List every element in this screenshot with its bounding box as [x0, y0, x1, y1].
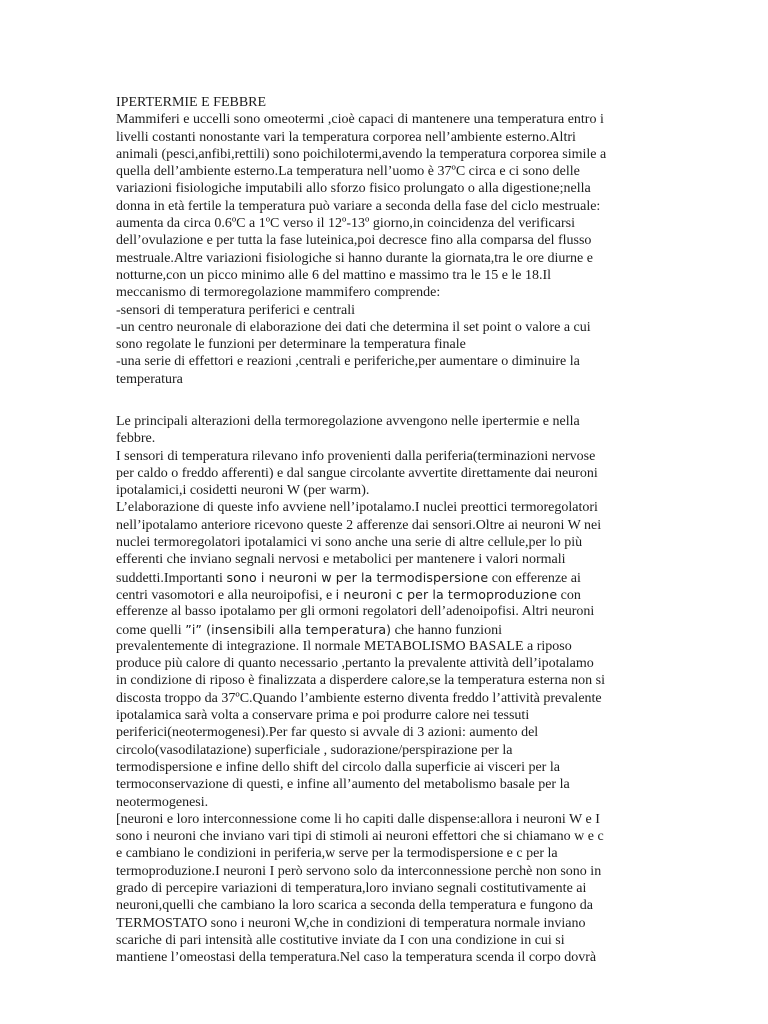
paragraph-line: febbre.: [116, 431, 156, 447]
list-item-line: -una serie di effettori e reazioni ,centrali e periferiche,per aumentare o diminuire la: [116, 354, 580, 370]
list-item-line: temperatura: [116, 371, 183, 387]
text-run: come quelli: [116, 622, 186, 638]
paragraph-line: Le principali alterazioni della termoregolazione avvengono nelle ipertermie e nella: [116, 414, 580, 429]
paragraph-line: e cambiano le condizioni in periferia,w serve per la termodispersione e c per la: [116, 846, 558, 862]
paragraph-line: variazioni fisiologiche imputabili allo sforzo fisico prolungato o alla digestione;nella: [116, 181, 591, 197]
paragraph-line: neuroni,quelli che cambiano la loro scarica a seconda della temperatura e fungono da: [116, 898, 593, 914]
section-alterations: [116, 413, 656, 967]
paragraph-line: [neuroni e loro interconnessione come li ho capiti dalle dispense:allora i neuroni W e I: [116, 811, 600, 827]
highlighted-phrase: ”i” (insensibili alla temperatura): [185, 621, 392, 637]
paragraph-line: I sensori di temperatura rilevano info provenienti dalla periferia(terminazioni nervose: [116, 448, 596, 464]
paragraph-line: grado di percepire variazioni di temperatura,loro inviano segnali costitutivamente ai: [116, 881, 587, 897]
paragraph-line: per caldo o freddo afferenti) e dal sangue circolante avvertite direttamente dai neuroni: [116, 465, 598, 481]
paragraph-line: quella dell’ambiente esterno.La temperatura nell’uomo è 37ºC circa e ci sono delle: [116, 164, 580, 180]
paragraph-line: TERMOSTATO sono i neuroni W,che in condizioni di temperatura normale inviano: [116, 915, 586, 931]
paragraph-line: termoconservazione di questi, e infine all’aumento del metabolismo basale per la: [116, 777, 570, 793]
paragraph-line: dell’ovulazione e per tutta la fase luteinica,poi decresce fino alla comparsa del flusso: [116, 233, 592, 249]
paragraph-line: termodispersione e infine dello shift del circolo dalla superficie ai visceri per la: [116, 759, 560, 775]
paragraph-line: livelli costanti nonostante vari la temperatura corporea nell’ambiente esterno.Altri: [116, 129, 576, 145]
paragraph-line: [116, 569, 656, 586]
paragraph-line: meccanismo di termoregolazione mammifero comprende:: [116, 285, 441, 301]
paragraph-line: nell’ipotalamo anteriore ricevono queste 2 afferenze dai sensori.Oltre ai neuroni W nei: [116, 517, 602, 533]
paragraph-line: scariche di pari intensità alle costitutive inviate da I con una condizione in cui si: [116, 932, 565, 948]
list-item-line: sono regolate le funzioni per determinare la temperatura finale: [116, 337, 466, 353]
paragraph-line: donna in età fertile la temperatura può variare a seconda della fase del ciclo mestruale:: [116, 198, 601, 214]
paragraph-line: mestruale.Altre variazioni fisiologiche si hanno durante la giornata,tra le ore diurne e: [116, 250, 593, 266]
paragraph-line: mantiene l’omeostasi della temperatura.Nel caso la temperatura scenda il corpo dovrà: [116, 950, 597, 966]
document-title: IPERTERMIE E FEBBRE: [116, 95, 267, 110]
highlighted-phrase: sono i neuroni w per la termodispersione: [226, 569, 489, 585]
paragraph-line: [116, 621, 656, 638]
paragraph-line: [116, 586, 656, 603]
paragraph-line: neotermogenesi.: [116, 794, 209, 810]
text-run: centri vasomotori e alla neuroipofisi, e: [116, 587, 336, 603]
paragraph-line: aumenta da circa 0.6ºC a 1ºC verso il 12º-13º giorno,in coincidenza del verificarsi: [116, 216, 575, 232]
paragraph-line: circolo(vasodilatazione) superficiale , sudorazione/perspirazione per la: [116, 742, 513, 758]
paragraph-line: Mammiferi e uccelli sono omeotermi ,cioè capaci di mantenere una temperatura entro i: [116, 112, 604, 128]
paragraph-line: termoproduzione.I neuroni I però servono solo da interconnessione perchè non sono in: [116, 863, 602, 879]
paragraph-line: nuclei termoregolatori ipotalamici vi sono anche una serie di altre cellule,per lo più: [116, 535, 583, 551]
paragraph-line: efferenti che inviano segnali nervosi e metabolici per mantenere i valori normali: [116, 552, 566, 568]
paragraph-line: L’elaborazione di queste info avviene nell’ipotalamo.I nuclei preottici termoregolatori: [116, 500, 598, 516]
paragraph-line: ipotalamici,i cosidetti neuroni W (per warm).: [116, 483, 370, 499]
paragraph-line: periferici(neotermogenesi).Per far questo si avvale di 3 azioni: aumento del: [116, 725, 539, 741]
paragraph-line: produce più calore di quanto necessario ,pertanto la prevalente attività dell’ipotalamo: [116, 656, 594, 672]
paragraph-line: discosta troppo da 37ºC.Quando l’ambiente esterno diventa freddo l’attività prevalente: [116, 690, 602, 706]
text-run: suddetti.Importanti: [116, 570, 227, 586]
paragraph-line: efferenze al basso ipotalamo per gli ormoni regolatori dell’adenoipofisi. Altri neuroni: [116, 604, 595, 620]
text-run: che hanno funzioni: [391, 622, 502, 638]
paragraph-line: prevalentemente di integrazione. Il normale METABOLISMO BASALE a riposo: [116, 638, 572, 654]
paragraph-line: animali (pesci,anfibi,rettili) sono poichilotermi,avendo la temperatura corporea simile a: [116, 146, 607, 162]
list-item-line: -un centro neuronale di elaborazione dei dati che determina il set point o valore a cui: [116, 319, 591, 335]
highlighted-phrase: i neuroni c per la termoproduzione: [335, 586, 558, 602]
paragraph-line: sono i neuroni che inviano vari tipi di stimoli ai neuroni effettori che si chiamano w e c: [116, 829, 604, 845]
paragraph-line: in condizione di riposo è finalizzata a disperdere calore,se la temperatura esterna non si: [116, 673, 606, 689]
text-run: con efferenze ai: [488, 570, 581, 586]
text-run: con: [557, 587, 581, 603]
paragraph-line: ipotalamica sarà volta a conservare prima e poi produrre calore nei tessuti: [116, 708, 530, 724]
paragraph-line: notturne,con un picco minimo alle 6 del mattino e massimo tra le 15 e le 18.Il: [116, 267, 552, 283]
section-intro: [116, 94, 656, 388]
list-item-line: -sensori di temperatura periferici e centrali: [116, 302, 356, 318]
